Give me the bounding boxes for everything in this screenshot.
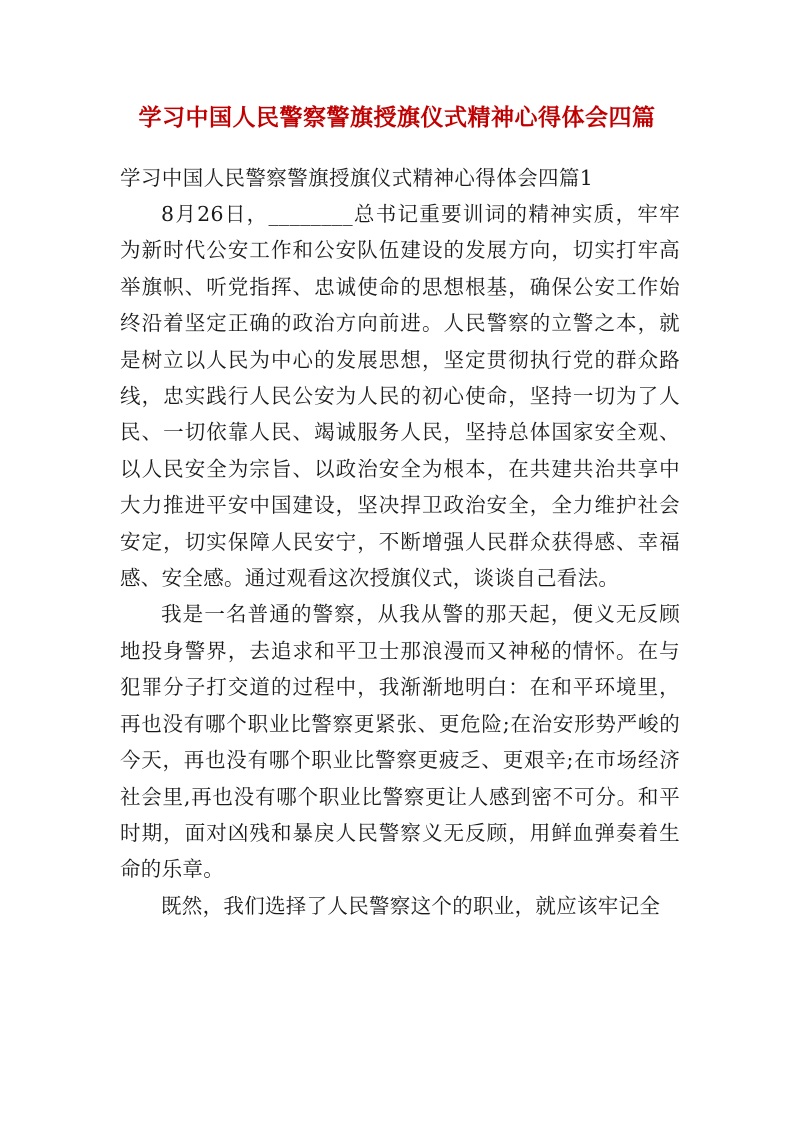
paragraph-2: 我是一名普通的警察，从我从警的那天起，便义无反顾地投身警界，去追求和平卫士那浪漫而又神秘的情怀。在与犯罪分子打交道的过程中，我渐渐地明白：在和平环境里，再也没有哪个职业比警察更紧张、更危险;在治安形势严峻的今天，再也没有哪个职业比警察更疲乏、更艰辛;在市场经济社会里,再也没有哪个职业比警察更让人感到密不可分。和平时期，面对凶残和暴戾人民警察义无反顾，用鲜血弹奏着生命的乐章。 [120, 602, 680, 882]
paragraph-1: 8月26日，________总书记重要训词的精神实质，牢牢为新时代公安工作和公安队伍建设的发展方向，切实打牢高举旗帜、听党指挥、忠诚使命的思想根基，确保公安工作始终沿着坚定正确的政治方向前进。人民警察的立警之本，就是树立以人民为中心的发展思想，坚定贯彻执行党的群众路线，忠实践行人民公安为人民的初心使命，坚持一切为了人民、一切依靠人民、竭诚服务人民，坚持总体国家安全观、以人民安全为宗旨、以政治安全为根本，在共建共治共享中大力推进平安中国建设，坚决捍卫政治安全，全力维护社会安定，切实保障人民安宁，不断增强人民群众获得感、幸福感、安全感。通过观看这次授旗仪式，谈谈自己看法。 [120, 202, 680, 591]
section-heading: 学习中国人民警察警旗授旗仪式精神心得体会四篇1 [120, 166, 594, 190]
document-body [120, 196, 680, 924]
paragraph-3: 既然，我们选择了人民警察这个的职业，就应该牢记全 [161, 893, 661, 918]
document-title: 学习中国人民警察警旗授旗仪式精神心得体会四篇 [138, 104, 656, 131]
